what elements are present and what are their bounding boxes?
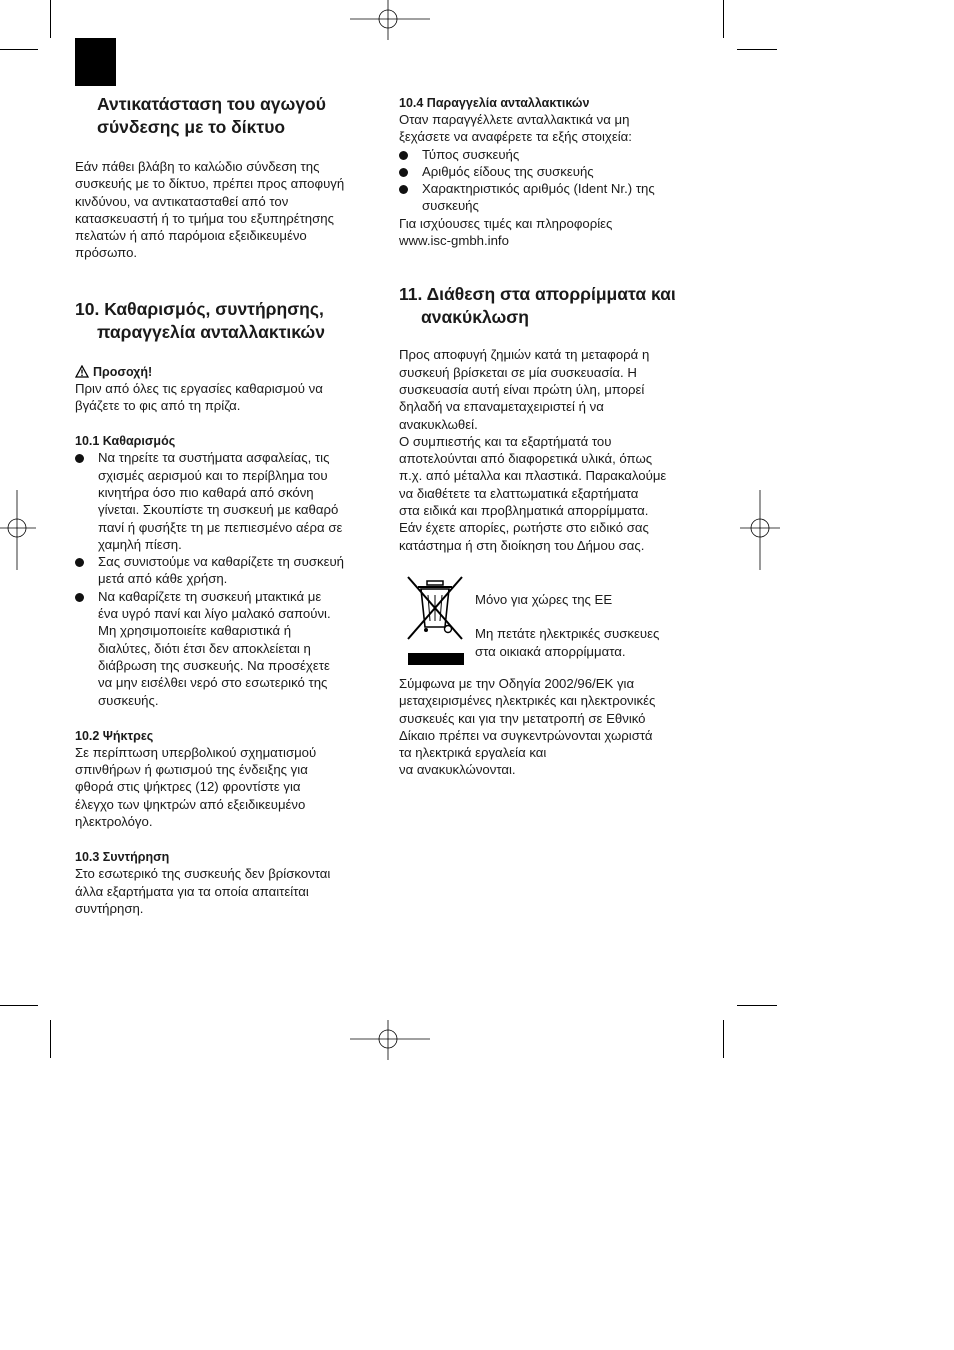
- section-title-10: 10. Καθαρισμός, συντήρησης, παραγγελία ανταλλακτικών: [75, 298, 325, 342]
- subsection-title-10-4: 10.4 Παραγγελία ανταλλακτικών: [399, 96, 590, 110]
- section-title-power-cable: Αντικατάσταση του αγωγού σύνδεσης με το δίκτυο: [97, 94, 326, 137]
- eu-notice: Μόνο για χώρες της ΕΕ Μη πετάτε ηλεκτρικές συσκευες στα οικιακά απορρίμματα.: [475, 592, 660, 659]
- warning-body: Πριν από όλες τις εργασίες καθαρισμού να βγάζετε το φις από τη πρίζα.: [75, 380, 323, 414]
- disposal-body: Προς αποφυγή ζημιών κατά τη μεταφορά η συσκευή βρίσκεται σε μία συσκευασία. Η συσκευασία αυτή είναι πρώτη ύλη, μπορεί δηλαδή να επαναμεταχειριστεί ή να ανακυκλωθεί. Ο συμπιεστής και τα εξαρτήματά του αποτελούνται από διαφορετικά υλικά, όπως π.χ. από μέταλλα και πλαστικά. Παρακαλούμε να διαθέτετε τα ελαττωματικά εξαρτήματα στα ειδικά και προβληματικά απορρίμματα. Εάν έχετε απορίες, ρωτήστε στο ειδικό σας κατάστημα ή στη διοίκηση του Δήμου σας.: [399, 347, 667, 553]
- cleaning-list: [75, 449, 380, 708]
- bullet-icon: [75, 593, 84, 602]
- crop-mark: [737, 49, 777, 50]
- registration-mark-icon: [350, 1020, 430, 1060]
- crop-mark: [723, 1020, 724, 1058]
- subsection-title-10-2: 10.2 Ψήκτρες: [75, 728, 154, 743]
- right-column: [399, 95, 709, 779]
- subsection-title-10-3: 10.3 Συντήρηση: [75, 850, 170, 865]
- bullet-icon: [399, 185, 408, 194]
- list-item: Να τηρείτε τα συστήματα ασφαλείας, τις σχισμές αερισμού και το περίβλημα του κινητήρα όσο πιο καθαρά από σκόνη γίνεται. Σκουπίστε τη συσκευή με καθαρό πανί ή φυσήξτε τη με πεπιεσμένο αέρα σε χαμηλή πίεση.: [75, 449, 380, 553]
- page-tab-marker: [75, 38, 116, 86]
- directive-text: Σύμφωνα με την Οδηγία 2002/96/ΕΚ για μεταχειρισμένες ηλεκτρικές και ηλεκτρονικές συσκευές και για την μετατροπή σε Εθνικό Δίκαιο πρέπει να συγκεντρώνονται χωριστά τα ηλεκτρικά εργαλεία και να ανακυκλώνονται.: [399, 675, 656, 778]
- spare-parts-outro: Για ισχύουσες τιμές και πληροφορίες www.isc-gmbh.info: [399, 215, 709, 250]
- crop-mark: [0, 1005, 38, 1006]
- crop-mark: [50, 1020, 51, 1058]
- subsection-title-10-1: 10.1 Καθαρισμός: [75, 434, 176, 449]
- bullet-icon: [75, 558, 84, 567]
- crop-mark: [50, 0, 51, 38]
- warning-triangle-icon: [75, 365, 89, 378]
- crop-mark: [723, 0, 724, 38]
- registration-mark-icon: [740, 490, 780, 570]
- list-item: Να καθαρίζετε τη συσκευή μτακτικά με ένα υγρό πανί και λίγο μαλακό σαπούνι. Μη χρησιμοποιείτε καθαριστικά ή διαλύτες, διότι έτσι δεν αποκλείεται η διάβρωση της συσκευής. Να προσέχετε να μην εισέλθει νερό στο εσωτερικό της συσκευής.: [75, 588, 380, 709]
- bullet-icon: [399, 168, 408, 177]
- bullet-icon: [75, 454, 84, 463]
- brushes-body: Σε περίπτωση υπερβολικού σχηματισμού σπινθήρων ή φωτισμού της ένδειξης για φθορά στις ψήκτρες (12) φροντίστε για έλεγχο των ψηκτρών από εξειδικευμένο ηλεκτρολόγο.: [75, 744, 317, 830]
- left-column: [75, 93, 380, 917]
- warning-heading: Προσοχή!: [75, 364, 380, 380]
- list-item: Αριθμός είδους της συσκευής: [399, 163, 709, 180]
- spare-parts-list: [399, 146, 709, 215]
- spare-parts-intro: Οταν παραγγέλλετε ανταλλακτικά να μη ξεχάσετε να αναφέρετε τα εξής στοιχεία:: [399, 112, 632, 145]
- registration-mark-icon: [0, 490, 36, 570]
- weee-black-bar: [408, 653, 464, 665]
- section-title-11: 11. Διάθεση στα απορρίμματα και ανακύκλωση: [399, 284, 676, 328]
- power-cable-body: Εάν πάθει βλάβη το καλώδιο σύνδεση της συσκευής με το δίκτυο, πρέπει προς αποφυγή κινδύνου, να αντικατασταθεί από τον κατασκευαστή ή το τμήμα του εξυπηρέτησης πελατών ή από παρόμοια εξειδικευμένο πρόσωπο.: [75, 159, 345, 261]
- registration-mark-icon: [350, 0, 430, 40]
- maintenance-body: Στο εσωτερικό της συσκευής δεν βρίσκονται άλλα εξαρτήματα για τα οποία απαιτείται συντήρηση.: [75, 866, 331, 916]
- crop-mark: [0, 49, 38, 50]
- crop-mark: [737, 1005, 777, 1006]
- bullet-icon: [399, 151, 408, 160]
- list-item: Τύπος συσκευής: [399, 146, 709, 163]
- list-item: Σας συνιστούμε να καθαρίζετε τη συσκευή μετά από κάθε χρήση.: [75, 553, 380, 588]
- website-link[interactable]: www.isc-gmbh.info: [399, 233, 509, 249]
- list-item: Χαρακτηριστικός αριθμός (Ident Nr.) της συσκευής: [399, 180, 709, 215]
